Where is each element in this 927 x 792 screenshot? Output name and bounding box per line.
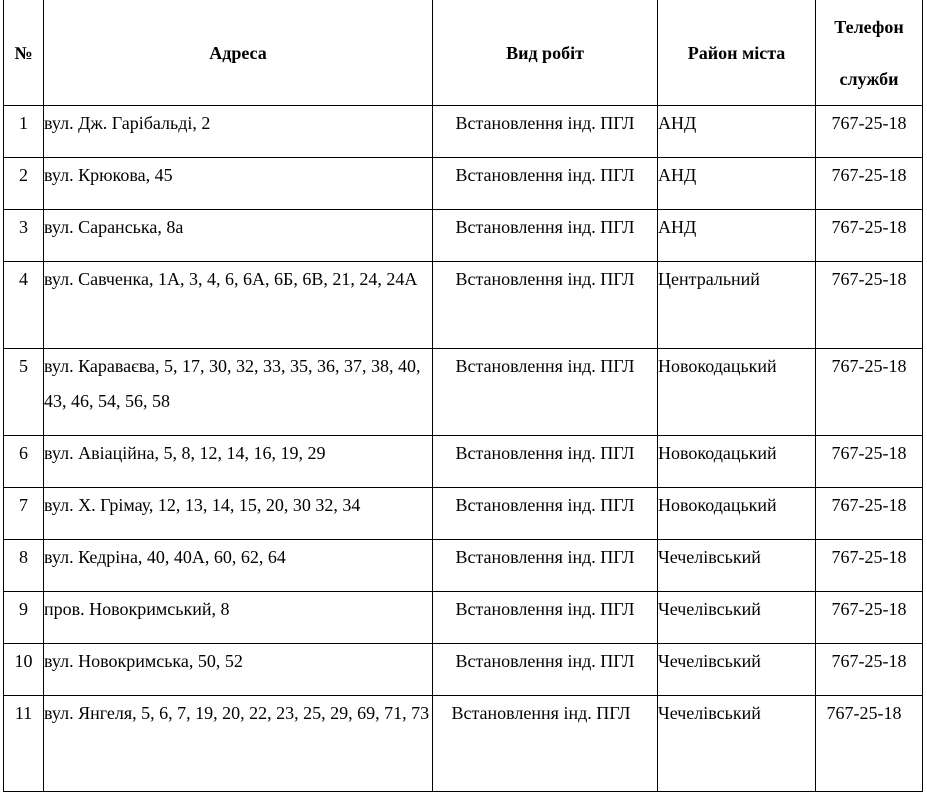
cell-work-type: Встановлення інд. ПГЛ: [433, 696, 658, 792]
cell-number: 6: [4, 436, 44, 488]
cell-work-type: Встановлення інд. ПГЛ: [433, 158, 658, 210]
cell-district: Новокодацький: [658, 349, 816, 436]
cell-address: вул. Саранська, 8а: [44, 210, 433, 262]
cell-phone: 767-25-18: [816, 644, 923, 696]
cell-district: Новокодацький: [658, 436, 816, 488]
cell-work-type: Встановлення інд. ПГЛ: [433, 488, 658, 540]
cell-number: 5: [4, 349, 44, 436]
cell-address: вул. Караваєва, 5, 17, 30, 32, 33, 35, 36, 37, 38, 40, 43, 46, 54, 56, 58: [44, 349, 433, 436]
cell-number: 11: [4, 696, 44, 792]
cell-number: 3: [4, 210, 44, 262]
table-row: [4, 436, 923, 488]
cell-phone: 767-25-18: [816, 696, 923, 792]
cell-work-type: Встановлення інд. ПГЛ: [433, 436, 658, 488]
cell-address: вул. Новокримська, 50, 52: [44, 644, 433, 696]
table-row: [4, 349, 923, 436]
table-header-row: [4, 0, 923, 106]
table-row: [4, 696, 923, 792]
cell-district: АНД: [658, 158, 816, 210]
cell-address: вул. Савченка, 1А, 3, 4, 6, 6А, 6Б, 6В, 21, 24, 24А: [44, 262, 433, 349]
cell-address: вул. Дж. Гарібальді, 2: [44, 106, 433, 158]
cell-address: вул. Х. Грімау, 12, 13, 14, 15, 20, 30 32, 34: [44, 488, 433, 540]
cell-phone: 767-25-18: [816, 262, 923, 349]
header-phone: [816, 0, 923, 106]
header-phone-line-1: Телефон: [834, 16, 904, 37]
cell-district: Чечелівський: [658, 540, 816, 592]
cell-work-type: Встановлення інд. ПГЛ: [433, 644, 658, 696]
work-schedule-table: [3, 0, 923, 792]
cell-address: пров. Новокримський, 8: [44, 592, 433, 644]
cell-district: Чечелівський: [658, 644, 816, 696]
cell-phone: 767-25-18: [816, 210, 923, 262]
cell-number: 7: [4, 488, 44, 540]
table-row: [4, 210, 923, 262]
cell-work-type: Встановлення інд. ПГЛ: [433, 349, 658, 436]
table-row: [4, 106, 923, 158]
cell-phone: 767-25-18: [816, 436, 923, 488]
cell-work-type: Встановлення інд. ПГЛ: [433, 540, 658, 592]
header-phone-line-2: служби: [839, 68, 899, 89]
cell-address: вул. Крюкова, 45: [44, 158, 433, 210]
header-address: Адреса: [44, 0, 433, 106]
cell-district: Центральний: [658, 262, 816, 349]
cell-phone: 767-25-18: [816, 540, 923, 592]
cell-number: 10: [4, 644, 44, 696]
cell-number: 9: [4, 592, 44, 644]
cell-number: 1: [4, 106, 44, 158]
cell-address: вул. Авіаційна, 5, 8, 12, 14, 16, 19, 29: [44, 436, 433, 488]
cell-work-type: Встановлення інд. ПГЛ: [433, 210, 658, 262]
cell-address: вул. Кедріна, 40, 40А, 60, 62, 64: [44, 540, 433, 592]
cell-district: Чечелівський: [658, 592, 816, 644]
cell-address: вул. Янгеля, 5, 6, 7, 19, 20, 22, 23, 25, 29, 69, 71, 73: [44, 696, 433, 792]
cell-phone: 767-25-18: [816, 349, 923, 436]
cell-phone: 767-25-18: [816, 592, 923, 644]
cell-district: АНД: [658, 210, 816, 262]
header-number: №: [4, 0, 44, 106]
table-row: [4, 540, 923, 592]
header-work-type: Вид робіт: [433, 0, 658, 106]
cell-number: 8: [4, 540, 44, 592]
cell-district: Чечелівський: [658, 696, 816, 792]
cell-district: Новокодацький: [658, 488, 816, 540]
table-row: [4, 158, 923, 210]
table-row: [4, 592, 923, 644]
table-row: [4, 488, 923, 540]
table-row: [4, 644, 923, 696]
cell-number: 2: [4, 158, 44, 210]
table-row: [4, 262, 923, 349]
cell-work-type: Встановлення інд. ПГЛ: [433, 106, 658, 158]
cell-phone: 767-25-18: [816, 106, 923, 158]
cell-number: 4: [4, 262, 44, 349]
cell-work-type: Встановлення інд. ПГЛ: [433, 262, 658, 349]
cell-work-type: Встановлення інд. ПГЛ: [433, 592, 658, 644]
cell-phone: 767-25-18: [816, 158, 923, 210]
cell-district: АНД: [658, 106, 816, 158]
header-district: Район міста: [658, 0, 816, 106]
cell-phone: 767-25-18: [816, 488, 923, 540]
